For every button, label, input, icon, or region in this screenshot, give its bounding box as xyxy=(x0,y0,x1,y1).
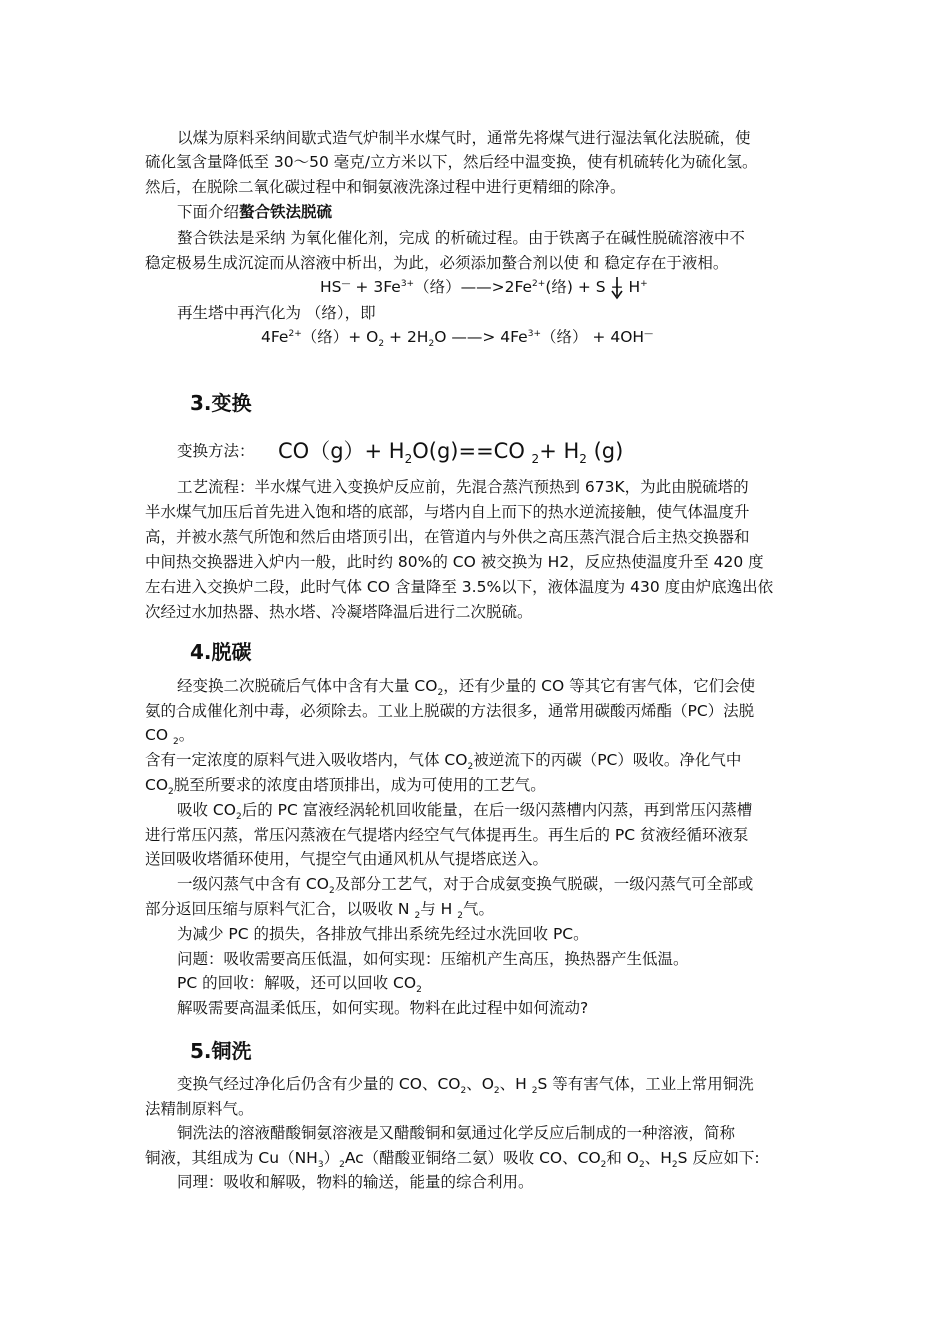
text-run: 经变换二次脱硫后气体中含有大量 CO xyxy=(177,677,438,695)
text-run: 、O xyxy=(466,1075,494,1093)
paragraph-line: 半水煤气加压后首先进入饱和塔的底部，与塔内自上而下的热水逆流接触，使气体温度升 xyxy=(145,503,750,521)
paragraph-line xyxy=(145,1147,760,1169)
eq-term: O(g)==CO xyxy=(412,439,532,463)
text-run: CO xyxy=(145,776,169,794)
text-sub: 2 xyxy=(467,762,474,773)
eq-term: + H xyxy=(539,439,580,463)
equation-1 xyxy=(320,276,648,298)
text-sub: 2 xyxy=(639,1160,645,1171)
shift-equation xyxy=(278,435,623,465)
eq-term: + 2H xyxy=(384,328,429,346)
eq-sup: — xyxy=(341,278,351,289)
text-sub: 2 xyxy=(600,1160,607,1171)
text-sub: 2 xyxy=(235,812,242,823)
paragraph-line: 再生塔中再汽化为 （络），即 xyxy=(177,304,376,322)
section-heading-3: 3.变换 xyxy=(190,391,252,415)
paragraph-line: 进行常压闪蒸，常压闪蒸液在气提塔内经空气气体提再生。再生后的 PC 贫液经循环液泵 xyxy=(145,826,749,844)
eq-term: (g) xyxy=(586,439,624,463)
eq-term: + 3Fe xyxy=(350,278,401,296)
eq-sup: 2+ xyxy=(288,328,302,339)
eq-term: （络） + 4OH xyxy=(541,328,645,346)
text-run: S 等有害气体，工业上常用铜洗 xyxy=(537,1075,754,1093)
equation-2 xyxy=(261,326,653,348)
text-run: PC 的回收：解吸，还可以回收 CO xyxy=(177,974,417,992)
precipitate-arrow-icon xyxy=(609,276,625,300)
eq-term: CO（g）+ H xyxy=(278,439,405,463)
eq-term: 4Fe xyxy=(261,328,289,346)
text-run: 、H xyxy=(644,1149,672,1167)
eq-term: （络）+ O xyxy=(301,328,379,346)
eq-sub: 2 xyxy=(428,339,435,350)
eq-sup: — xyxy=(644,328,654,339)
eq-term: （络）——>2Fe xyxy=(414,278,533,296)
eq-sub: 2 xyxy=(378,339,385,350)
text-run: 被逆流下的丙碳（PC）吸收。净化气中 xyxy=(473,751,742,769)
paragraph-line: 氨的合成催化剂中毒，必须除去。工业上脱碳的方法很多，通常用碳酸丙烯酯（PC）法脱 xyxy=(145,702,755,720)
text-run: 铜液，其组成为 Cu（NH xyxy=(145,1149,318,1167)
paragraph-line: 稳定极易生成沉淀而从溶液中析出，为此，必须添加螯合剂以使 和 稳定存在于液相。 xyxy=(145,254,729,272)
paragraph-line: 法精制原料气。 xyxy=(145,1100,254,1118)
paragraph-line xyxy=(177,972,422,994)
eq-term: + H xyxy=(605,278,641,296)
text-run: S 反应如下: xyxy=(677,1149,760,1167)
text-run: ） xyxy=(323,1149,340,1167)
paragraph-line xyxy=(145,724,194,746)
paragraph-line: 以煤为原料采纳间歇式造气炉制半水煤气时，通常先将煤气进行湿法氧化法脱硫，使 xyxy=(177,129,751,147)
text-sub: 2 xyxy=(460,1086,467,1097)
text-run: 气。 xyxy=(462,900,494,918)
paragraph-line xyxy=(145,749,741,771)
paragraph-line: 送回吸收塔循环使用，气提空气由通风机从气提塔底送入。 xyxy=(145,850,549,868)
text-sub: 2 xyxy=(339,1160,345,1171)
eq-sub: 2 xyxy=(404,452,413,467)
text-sub: 3 xyxy=(317,1160,324,1171)
paragraph-line: 螯合铁法是采纳 为氧化催化剂，完成 的析硫过程。由于铁离子在碱性脱硫溶液中不 xyxy=(177,229,745,247)
paragraph-line xyxy=(177,1073,754,1095)
text-run: Ac（醋酸亚铜络二氨）吸收 CO、CO xyxy=(344,1149,601,1167)
intro-bold-topic: 螯合铁法脱硫 xyxy=(239,203,333,221)
eq-term: O ——> 4Fe xyxy=(434,328,528,346)
text-sub: 2 xyxy=(437,688,444,699)
text-run: 和 O xyxy=(606,1149,640,1167)
paragraph-line xyxy=(145,774,546,796)
paragraph-line: 问题：吸收需要高压低温，如何实现：压缩机产生高压，换热器产生低温。 xyxy=(177,950,689,968)
text-run: ，还有少量的 CO 等其它有害气体，它们会使 xyxy=(443,677,756,695)
text-run: 吸收 CO xyxy=(177,801,236,819)
text-sub: 2 xyxy=(493,1086,500,1097)
text-run: 后的 PC 富液经涡轮机回收能量，在后一级闪蒸槽内闪蒸，再到常压闪蒸槽 xyxy=(241,801,753,819)
eq-sub: 2 xyxy=(531,452,540,467)
intro-prefix: 下面介绍 xyxy=(177,203,240,221)
paragraph-line: 次经过水加热器、热水塔、冷凝塔降温后进行二次脱硫。 xyxy=(145,603,533,621)
paragraph-line: 然后，在脱除二氧化碳过程中和铜氨液洗涤过程中进行更精细的除净。 xyxy=(145,178,626,196)
text-sub: 2 xyxy=(416,985,422,996)
paragraph-line: 铜洗法的溶液醋酸铜氨溶液是又醋酸铜和氨通过化学反应后制成的一种溶液，简称 xyxy=(177,1124,736,1142)
eq-term: (络) + S xyxy=(545,278,606,296)
text-sub: 2 xyxy=(328,886,335,897)
text-sub: 2 xyxy=(172,737,179,748)
intro-line xyxy=(177,201,332,223)
paragraph-line: 工艺流程：半水煤气进入变换炉反应前，先混合蒸汽预热到 673K，为此由脱硫塔的 xyxy=(177,478,749,496)
eq-sup: 3+ xyxy=(527,328,541,339)
text-sub: 2 xyxy=(531,1086,538,1097)
eq-sub: 2 xyxy=(579,452,587,467)
paragraph-line xyxy=(145,898,494,920)
paragraph-line: 左右进入交换炉二段，此时气体 CO 含量降至 3.5%以下，液体温度为 430 度由炉底逸出依 xyxy=(145,578,774,596)
paragraph-line: 为减少 PC 的损失，各排放气排出系统先经过水洗回收 PC。 xyxy=(177,925,589,943)
eq-term: HS xyxy=(320,278,342,296)
text-run: CO xyxy=(145,726,173,744)
text-sub: 2 xyxy=(457,911,463,922)
text-sub: 2 xyxy=(168,787,174,798)
eq-sup: 3+ xyxy=(400,278,415,289)
text-run: 、H xyxy=(499,1075,532,1093)
text-run: 脱至所要求的浓度由塔顶排出，成为可使用的工艺气。 xyxy=(173,776,546,794)
method-label: 变换方法： xyxy=(177,442,255,460)
text-sub: 2 xyxy=(671,1160,678,1171)
text-run: 与 H xyxy=(420,900,458,918)
paragraph-line: 解吸需要高温柔低压，如何实现。物料在此过程中如何流动? xyxy=(177,999,589,1017)
eq-sup: 2+ xyxy=(532,278,546,289)
paragraph-line: 同理：吸收和解吸，物料的输送，能量的综合利用。 xyxy=(177,1173,534,1191)
text-run: 含有一定浓度的原料气进入吸收塔内，气体 CO xyxy=(145,751,468,769)
section-heading-5: 5.铜洗 xyxy=(190,1039,252,1063)
text-run: 及部分工艺气，对于合成氨变换气脱碳，一级闪蒸气可全部或 xyxy=(334,875,754,893)
text-run: 。 xyxy=(178,726,195,744)
paragraph-line xyxy=(177,799,752,821)
paragraph-line: 高，并被水蒸气所饱和然后由塔顶引出，在管道内与外供之高压蒸汽混合后主热交换器和 xyxy=(145,528,750,546)
text-run: 部分返回压缩与原料气汇合，以吸收 N xyxy=(145,900,415,918)
paragraph-line: 中间热交换器进入炉内一般，此时约 80%的 CO 被交换为 H2，反应热使温度升至 420 度 xyxy=(145,553,764,571)
eq-sup: + xyxy=(640,278,648,289)
text-run: 一级闪蒸气中含有 CO xyxy=(177,875,329,893)
paragraph-line: 硫化氢含量降低至 30～50 毫克/立方米以下，然后经中温变换，使有机硫转化为硫化氢。 xyxy=(145,153,758,171)
text-sub: 2 xyxy=(414,911,421,922)
text-run: 变换气经过净化后仍含有少量的 CO、CO xyxy=(177,1075,461,1093)
paragraph-line xyxy=(177,873,753,895)
paragraph-line xyxy=(177,675,755,697)
section-heading-4: 4.脱碳 xyxy=(190,640,252,664)
